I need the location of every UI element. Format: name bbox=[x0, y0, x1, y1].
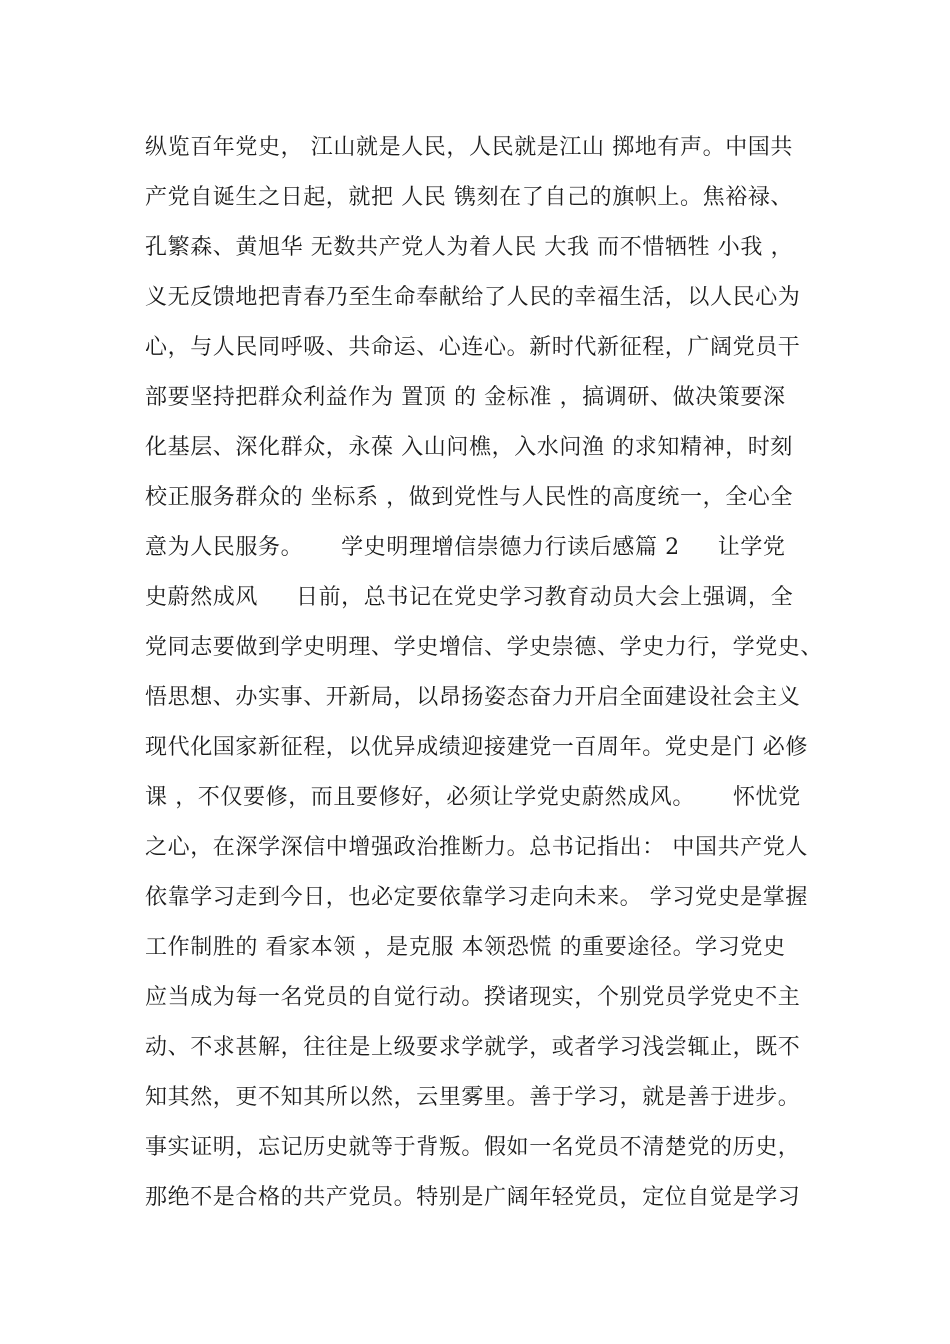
text-line: 课 ，不仅要修，而且要修好，必须让学党史蔚然成风。 怀忧党 bbox=[145, 785, 801, 810]
text-line: 部要坚持把群众利益作为 置顶 的 金标准 ，搞调研、做决策要深 bbox=[145, 385, 786, 410]
text-line: 意为人民服务。 学史明理增信崇德力行读后感篇 2 让学党 bbox=[145, 535, 786, 560]
text-line: 工作制胜的 看家本领 ，是克服 本领恐慌 的重要途径。学习党史 bbox=[145, 935, 786, 960]
text-line: 悟思想、办实事、开新局，以昂扬姿态奋力开启全面建设社会主义 bbox=[145, 685, 801, 710]
text-line: 应当成为每一名党员的自觉行动。揆诸现实，个别党员学党史不主 bbox=[145, 985, 801, 1010]
text-line: 产党自诞生之日起，就把 人民 镌刻在了自己的旗帜上。焦裕禄、 bbox=[145, 185, 793, 210]
text-line: 义无反馈地把青春乃至生命奉献给了人民的幸福生活，以人民心为 bbox=[145, 285, 801, 310]
text-line: 依靠学习走到今日，也必定要依靠学习走向未来。 学习党史是掌握 bbox=[145, 885, 808, 910]
text-line: 纵览百年党史， 江山就是人民，人民就是江山 掷地有声。中国共 bbox=[145, 135, 793, 160]
text-line: 化基层、深化群众，永葆 入山问樵，入水问渔 的求知精神，时刻 bbox=[145, 435, 793, 460]
text-line: 史蔚然成风 日前，总书记在党史学习教育动员大会上强调，全 bbox=[145, 585, 794, 610]
text-line: 动、不求甚解，往往是上级要求学就学，或者学习浅尝辄止，既不 bbox=[145, 1035, 801, 1060]
text-line: 知其然，更不知其所以然，云里雾里。善于学习，就是善于进步。 bbox=[145, 1085, 801, 1110]
text-line: 心，与人民同呼吸、共命运、心连心。新时代新征程，广阔党员干 bbox=[145, 335, 801, 360]
body-text bbox=[145, 133, 835, 1233]
text-line: 校正服务群众的 坐标系 ，做到党性与人民性的高度统一，全心全 bbox=[145, 485, 793, 510]
text-line: 那绝不是合格的共产党员。特别是广阔年轻党员，定位自觉是学习 bbox=[145, 1185, 801, 1210]
text-line: 事实证明，忘记历史就等于背叛。假如一名党员不清楚党的历史， bbox=[145, 1135, 801, 1160]
text-line: 现代化国家新征程，以优异成绩迎接建党一百周年。党史是门 必修 bbox=[145, 735, 808, 760]
text-line: 孔繁森、黄旭华 无数共产党人为着人民 大我 而不惜牺牲 小我 ， bbox=[145, 235, 794, 260]
text-line: 之心，在深学深信中增强政治推断力。总书记指出： 中国共产党人 bbox=[145, 835, 808, 860]
text-line: 党同志要做到学史明理、学史增信、学史崇德、学史力行，学党史、 bbox=[145, 635, 824, 660]
